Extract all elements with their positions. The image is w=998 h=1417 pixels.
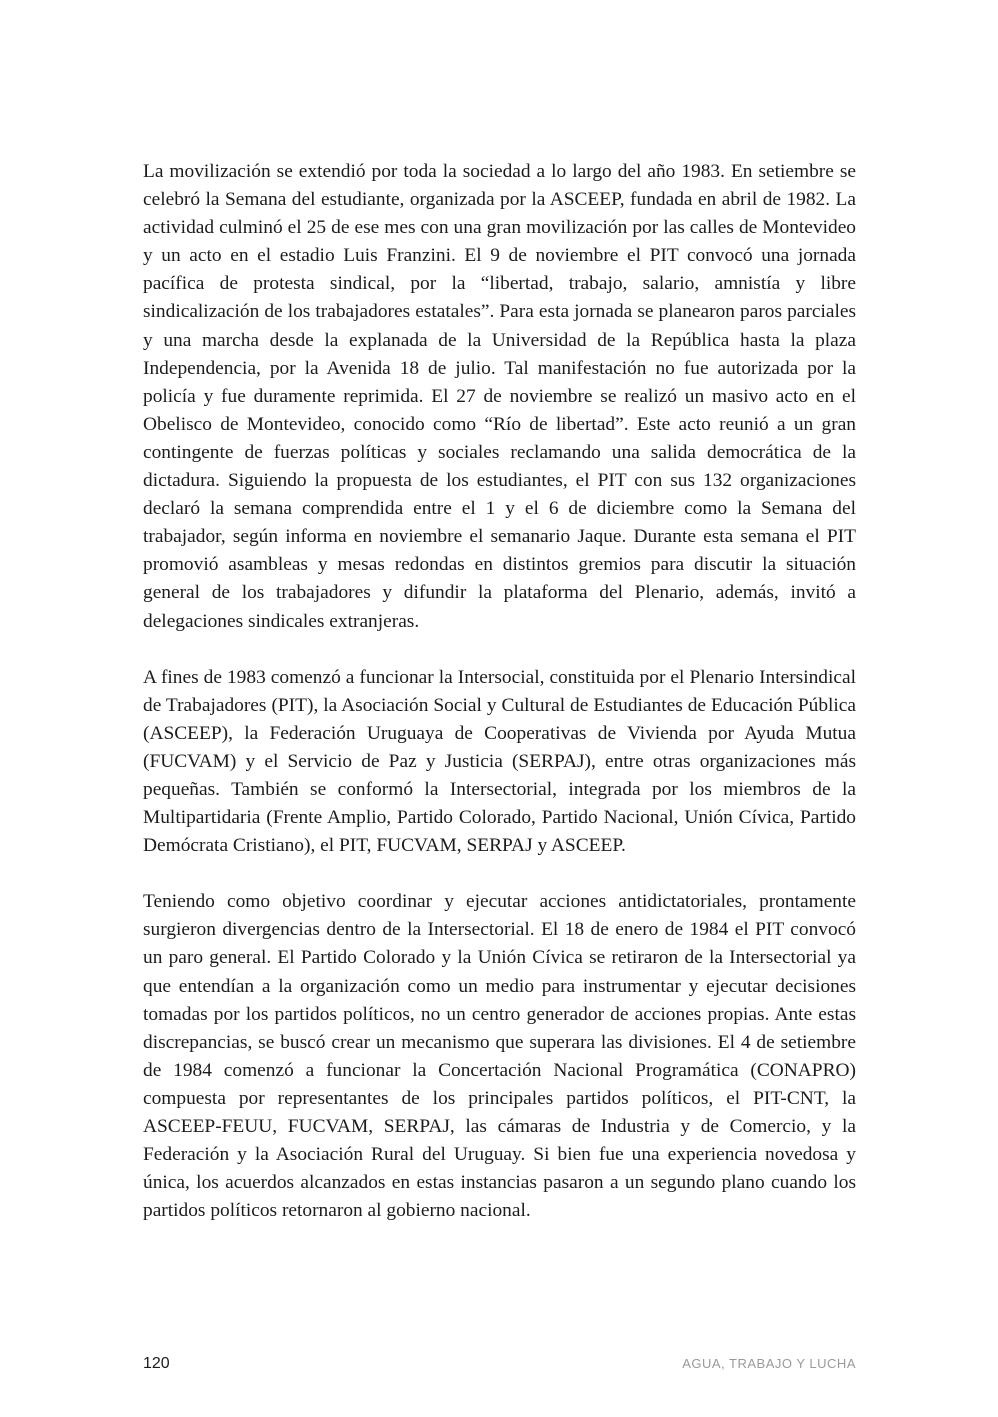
body-text [143,158,856,1253]
running-title: AGUA, TRABAJO Y LUCHA [682,1356,856,1371]
paragraph-3: Teniendo como objetivo coordinar y ejecutar acciones antidictatoriales, prontamente surgieron divergencias dentro de la Intersectorial. El 18 de enero de 1984 el PIT convocó un paro general. El Partido Colorado y la Unión Cívica se retiraron de la Intersectorial ya que entendían a la organización como un medio para instrumentar y ejecutar decisiones tomadas por los partidos políticos, no un centro generador de acciones propias. Ante estas discrepancias, se buscó crear un mecanismo que superara las divisiones. El 4 de setiembre de 1984 comenzó a funcionar la Concertación Nacional Programática (CONAPRO) compuesta por representantes de los principales partidos políticos, el PIT-CNT, la ASCEEP-FEUU, FUCVAM, SERPAJ, las cámaras de Industria y de Comercio, y la Federación y la Asociación Rural del Uruguay. Si bien fue una experiencia novedosa y única, los acuerdos alcanzados en estas instancias pasaron a un segundo plano cuando los partidos políticos retornaron al gobierno nacional. [143,891,856,1222]
page-footer [143,1355,856,1377]
paragraph-2: A fines de 1983 comenzó a funcionar la Intersocial, constituida por el Plenario Intersindical de Trabajadores (PIT), la Asociación Social y Cultural de Estudiantes de Educación Pública (ASCEEP), la Federación Uruguaya de Cooperativas de Vivienda por Ayuda Mutua (FUCVAM) y el Servicio de Paz y Justicia (SERPAJ), entre otras organizaciones más pequeñas. También se conformó la Intersectorial, integrada por los miembros de la Multipartidaria (Frente Amplio, Partido Colorado, Partido Nacional, Unión Cívica, Partido Demócrata Cristiano), el PIT, FUCVAM, SERPAJ y ASCEEP. [143,666,856,857]
paragraph-1: La movilización se extendió por toda la sociedad a lo largo del año 1983. En setiembre se celebró la Semana del estudiante, organizada por la ASCEEP, fundada en abril de 1982. La actividad culminó el 25 de ese mes con una gran movilización por las calles de Montevideo y un acto en el estadio Luis Franzini. El 9 de noviembre el PIT convocó una jornada pacífica de protesta sindical, por la “libertad, trabajo, salario, amnistía y libre sindicalización de los trabajadores estatales”. Para esta jornada se planearon paros parciales y una marcha desde la explanada de la Universidad de la República hasta la plaza Independencia, por la Avenida 18 de julio. Tal manifestación no fue autorizada por la policía y fue duramente reprimida. El 27 de noviembre se realizó un masivo acto en el Obelisco de Montevideo, conocido como “Río de libertad”. Este acto reunió a un gran contingente de fuerzas políticas y sociales reclamando una salida democrática de la dictadura. Siguiendo la propuesta de los estudiantes, el PIT con sus 132 organizaciones declaró la semana comprendida entre el 1 y el 6 de diciembre como la Semana del trabajador, según informa en noviembre el semanario Jaque. Durante esta semana el PIT promovió asambleas y mesas redondas en distintos gremios para discutir la situación general de los trabajadores y difundir la plataforma del Plenario, además, invitó a delegaciones sindicales extranjeras. [143,161,856,632]
page-number: 120 [143,1355,170,1372]
